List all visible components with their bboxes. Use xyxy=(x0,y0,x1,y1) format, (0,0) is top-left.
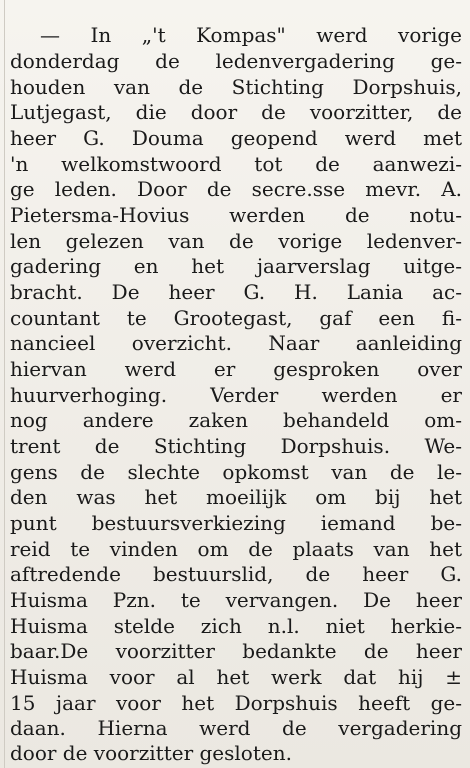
article-line: gens de slechte opkomst van de le- xyxy=(10,460,462,484)
article-line: 15 jaar voor het Dorpshuis heeft ge- xyxy=(10,691,462,715)
article-line: baar.De voorzitter bedankte de heer xyxy=(10,639,462,663)
article-line: reid te vinden om de plaats van het xyxy=(10,537,462,561)
article-line: — In „'t Kompas" werd vorige xyxy=(40,23,462,47)
article-line: donderdag de ledenvergadering ge- xyxy=(10,49,462,73)
article-line: ge leden. Door de secre.sse mevr. A. xyxy=(10,177,462,201)
article-line: huurverhoging. Verder werden er xyxy=(10,383,462,407)
article-line: Huisma voor al het werk dat hij ± xyxy=(10,665,462,689)
article-line: bracht. De heer G. H. Lania ac- xyxy=(10,280,462,304)
article-line: Lutjegast, die door de voorzitter, de xyxy=(10,100,462,124)
article-line: Pietersma-Hovius werden de notu- xyxy=(10,203,462,227)
article-line: countant te Grootegast, gaf een fi- xyxy=(10,306,462,330)
article-line: 'n welkomstwoord tot de aanwezi- xyxy=(10,152,462,176)
article-line: nog andere zaken behandeld om- xyxy=(10,408,462,432)
article-line: nancieel overzicht. Naar aanleiding xyxy=(10,331,462,355)
article-line: door de voorzitter gesloten. xyxy=(10,741,292,765)
article-line: len gelezen van de vorige ledenver- xyxy=(10,229,462,253)
article-line: hiervan werd er gesproken over xyxy=(10,357,462,381)
column-rule xyxy=(4,0,5,768)
article-line: gadering en het jaarverslag uitge- xyxy=(10,254,462,278)
article-line: den was het moeilijk om bij het xyxy=(10,485,462,509)
article-line: Huisma Pzn. te vervangen. De heer xyxy=(10,588,462,612)
article-line: trent de Stichting Dorpshuis. We- xyxy=(10,434,462,458)
article-line: daan. Hierna werd de vergadering xyxy=(10,716,462,740)
article-line: punt bestuursverkiezing iemand be- xyxy=(10,511,462,535)
article-line: aftredende bestuurslid, de heer G. xyxy=(10,562,462,586)
article-line: houden van de Stichting Dorpshuis, xyxy=(10,75,462,99)
article-line: Huisma stelde zich n.l. niet herkie- xyxy=(10,614,462,638)
article-line: heer G. Douma geopend werd met xyxy=(10,126,462,150)
